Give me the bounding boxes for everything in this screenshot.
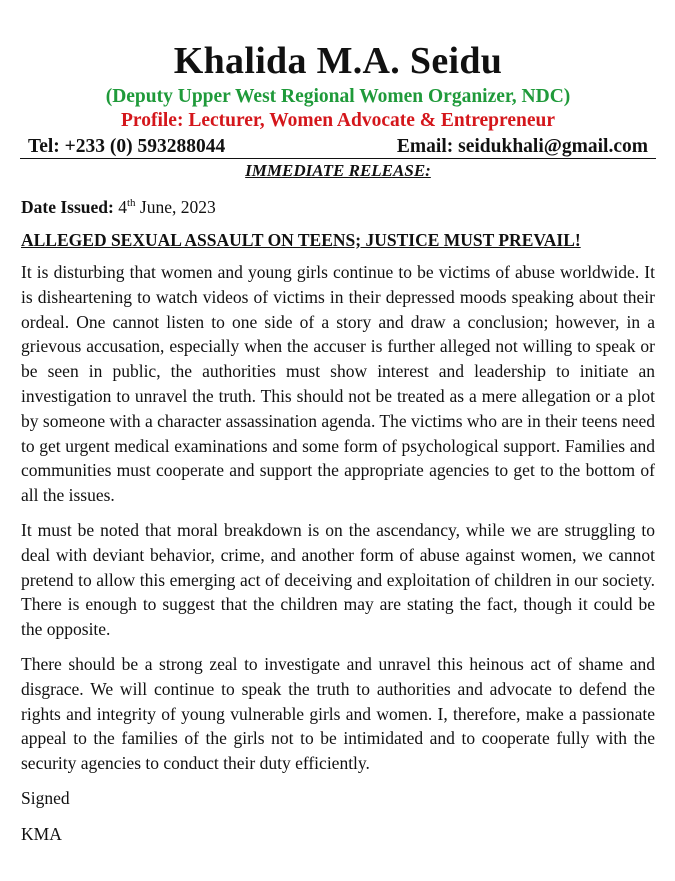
author-position: (Deputy Upper West Regional Women Organizer, NDC) xyxy=(105,86,571,107)
date-issued xyxy=(21,196,655,218)
date-suffix: th xyxy=(126,197,136,210)
author-name: Khalida M.A. Seidu xyxy=(173,40,503,82)
paragraph-3: There should be a strong zeal to investigate and unravel this heinous act of shame and disgrace. We will continue to speak the truth to authorities and advocate to defend the rights and integrity of young vulnerable girls and women. I, therefore, make a passionate appeal to the families of the girls not to be intimidated and to cooperate fully with the security agencies to conduct their duty efficiently. xyxy=(21,653,655,774)
paragraph-2: It must be noted that moral breakdown is on the ascendancy, while we are struggling to deal with deviant behavior, crime, and another form of abuse against women, we cannot pretend to allow this emerging act of deceiving and exploitation of children in our society. There is enough to suggest that the children may are stating the fact, though it could be the opposite. xyxy=(21,519,655,640)
paragraph-1: It is disturbing that women and young girls continue to be victims of abuse worldwide. It is disheartening to watch videos of victims in their depressed moods speaking about their ordeal. One cannot listen to one side of a story and draw a conclusion; however, in a grievous accusation, especially when the accuser is further alleged not willing to speak or be seen in public, the authorities must show interest and leadership to initiate an investigation to unravel the truth. This should not be treated as a mere allegation or a plot by someone with a character assassination agenda. The victims who are in their teens need to get urgent medical examinations and some form of psychological support. Families and communities must cooperate and support the appropriate agencies to get to the bottom of all the issues. xyxy=(21,262,655,506)
telephone: Tel: +233 (0) 593288044 xyxy=(28,136,226,157)
author-profile: Profile: Lecturer, Women Advocate & Entrepreneur xyxy=(121,110,555,131)
email: Email: seidukhali@gmail.com xyxy=(396,136,648,157)
closing-signed: Signed xyxy=(21,787,70,808)
contact-line xyxy=(20,133,656,159)
date-day: 4 xyxy=(118,197,127,217)
date-label: Date Issued: xyxy=(21,197,114,217)
headline: ALLEGED SEXUAL ASSAULT ON TEENS; JUSTICE MUST PREVAIL! xyxy=(21,230,581,250)
signature-initials: KMA xyxy=(21,823,62,844)
date-rest: June, 2023 xyxy=(139,197,216,217)
release-label: IMMEDIATE RELEASE: xyxy=(245,161,431,180)
